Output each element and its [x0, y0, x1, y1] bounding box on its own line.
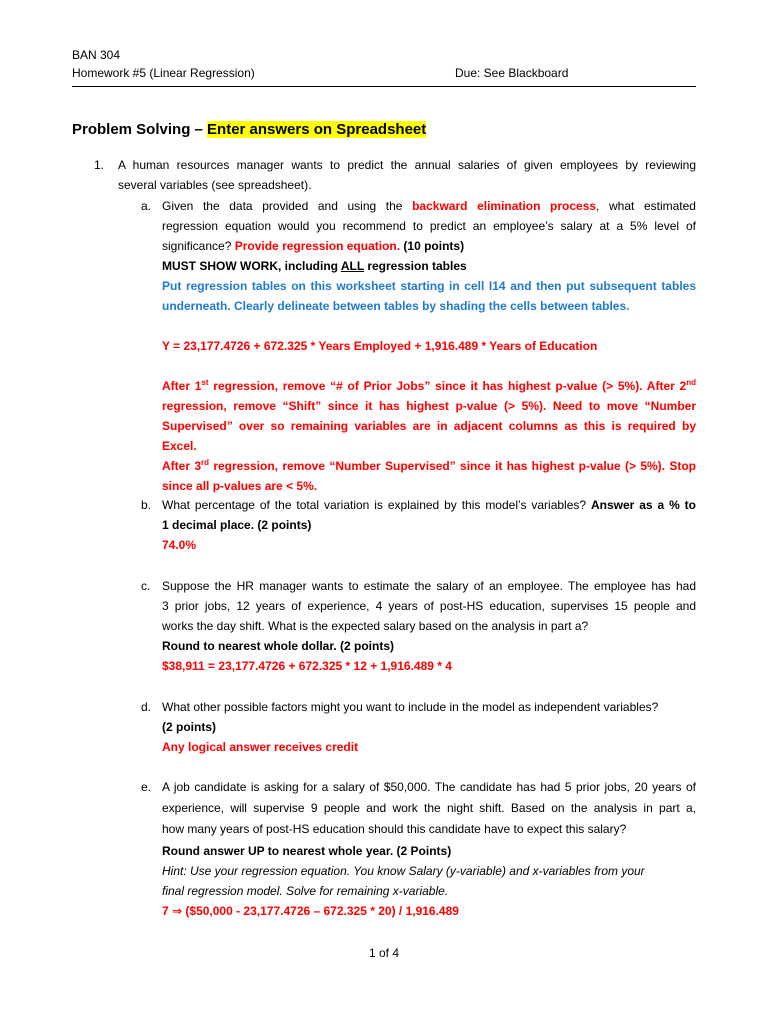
qe-hint: final regression model. Solve for remaining x-variable.	[162, 884, 449, 898]
qe-answer: 7 ⇒ ($50,000 - 23,177.4726 – 672.325 * 20) / 1,916.489	[162, 904, 459, 918]
qe-marker: e.	[141, 780, 152, 794]
qa-line	[162, 256, 696, 276]
q1-intro	[118, 155, 696, 195]
q1-intro-line: A human resources manager wants to predict the annual salaries of given employees by reviewing	[118, 158, 696, 172]
qa-question	[162, 196, 696, 316]
section-title-highlight: Enter answers on Spreadsheet	[207, 121, 427, 138]
qa-explanation-line: since all p-values are < 5%.	[162, 479, 318, 493]
qa-instruction-line: underneath. Clearly delineate between tables by shading the cells between tables.	[162, 299, 630, 313]
qe-question	[162, 777, 696, 840]
qb-line: 1 decimal place. (2 points)	[162, 518, 312, 532]
qa-text: regression, remove “# of Prior Jobs” since it has highest p-value (> 5%). After 2	[208, 379, 687, 393]
qb-question	[162, 495, 696, 555]
course-code: BAN 304	[72, 48, 121, 62]
qa-superscript: rd	[201, 458, 209, 467]
page-number: 1 of 4	[368, 946, 400, 960]
qd-line: (2 points)	[162, 720, 216, 734]
section-title	[72, 121, 426, 139]
qa-text: significance?	[162, 239, 235, 253]
q1-number: 1.	[94, 158, 105, 172]
qa-explanation-line: Supervised” over so remaining variables are in adjacent columns as this is required by Excel.	[162, 419, 696, 453]
qc-line: works the day shift. What is the expected salary based on the analysis in part a?	[162, 619, 589, 633]
qe-line: experience, will supervise 9 people and work the night shift. Based on the analysis in part a,	[162, 801, 696, 815]
qd-line: What other possible factors might you want to include in the model as independent variables?	[162, 700, 659, 714]
qa-line	[162, 236, 696, 256]
qe-line: A job candidate is asking for a salary of $50,000. The candidate has had 5 prior jobs, 20 years of	[162, 780, 696, 794]
qa-superscript: nd	[686, 378, 696, 387]
qa-instruction-line: Put regression tables on this worksheet starting in cell I14 and then put subsequent tables	[162, 279, 696, 293]
qb-marker: b.	[141, 498, 152, 512]
qa-points: (10 points)	[400, 239, 465, 253]
qa-line: regression equation would you recommend to predict an employee’s salary at a 5% level of	[162, 219, 696, 233]
due-date: Due: See Blackboard	[455, 66, 569, 80]
section-title-prefix: Problem Solving –	[72, 121, 208, 138]
qc-answer: $38,911 = 23,177.4726 + 672.325 * 12 + 1,916.489 * 4	[162, 659, 452, 673]
qc-line: 3 prior jobs, 12 years of experience, 4 years of post-HS education, supervises 15 people and	[162, 599, 696, 613]
header-rule	[72, 86, 696, 87]
qa-explanation-line: regression, remove “Shift” since it has highest p-value (> 5%). Need to move “Number	[162, 399, 696, 413]
qa-superscript: st	[201, 378, 209, 387]
qb-answer: 74.0%	[162, 538, 197, 552]
qa-text: regression, remove “Number Supervised” since it has highest p-value (> 5%). Stop	[209, 459, 696, 473]
qd-question	[162, 697, 696, 757]
qa-red-text: Provide regression equation.	[234, 239, 401, 253]
qa-explanation-line	[162, 376, 696, 396]
qc-line: Suppose the HR manager wants to estimate the salary of an employee. The employee has had	[162, 579, 696, 593]
qb-text: What percentage of the total variation is explained by this model’s variables?	[162, 498, 591, 512]
qa-marker: a.	[141, 199, 152, 213]
qa-red-text: backward elimination process	[412, 199, 597, 213]
qe-hint: Hint: Use your regression equation. You know Salary (y-variable) and x-variables from your	[162, 864, 645, 878]
qa-text: After 3	[162, 459, 201, 473]
qc-question	[162, 576, 696, 676]
qc-line: Round to nearest whole dollar. (2 points)	[162, 639, 395, 653]
q1-intro-line: several variables (see spreadsheet).	[118, 178, 312, 192]
qa-text: regression tables	[363, 259, 467, 273]
qa-underlined-text: ALL	[340, 259, 364, 273]
qa-equation: Y = 23,177.4726 + 672.325 * Years Employed + 1,916.489 * Years of Education	[162, 339, 598, 353]
qa-text: MUST SHOW WORK, including	[162, 259, 341, 273]
assignment-title: Homework #5 (Linear Regression)	[72, 66, 255, 80]
qb-line	[162, 495, 696, 515]
qa-line	[162, 196, 696, 216]
qa-text: Given the data provided and using the	[162, 199, 413, 213]
qc-marker: c.	[141, 579, 151, 593]
qe-line: how many years of post-HS education should this candidate have to expect this salary?	[162, 822, 627, 836]
qd-answer: Any logical answer receives credit	[162, 740, 359, 754]
qa-text: After 1	[162, 379, 202, 393]
qa-explanation-line	[162, 456, 696, 476]
qa-text: , what estimated	[596, 199, 696, 213]
qb-bold-text: Answer as a % to	[590, 498, 697, 512]
qe-details	[162, 841, 696, 921]
qd-marker: d.	[141, 700, 152, 714]
qe-line: Round answer UP to nearest whole year. (2 Points)	[162, 844, 452, 858]
qa-explanation	[162, 376, 696, 496]
